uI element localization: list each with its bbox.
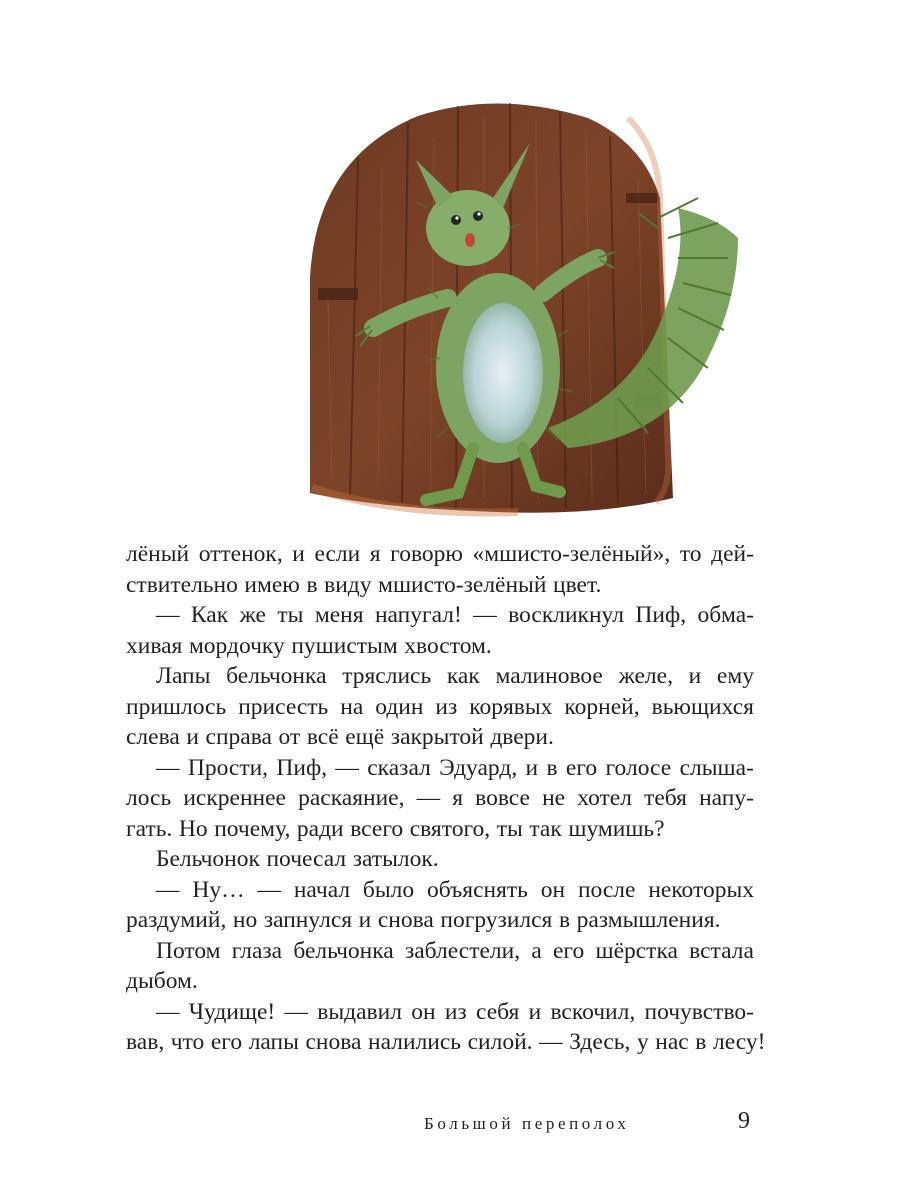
paragraph	[126, 875, 754, 936]
page-footer	[0, 1106, 900, 1146]
text-line: вав, что его лапы снова налились силой. — Здесь, у нас в лесу!	[126, 1029, 766, 1055]
text-line: лось искреннее раскаяние, — я вовсе не хотел тебя напу-	[126, 785, 754, 811]
text-line: Бельчонок почесал затылок.	[156, 846, 439, 872]
text-line: — Ну… — начал было объяснять он после некоторых	[156, 876, 754, 903]
paragraph	[126, 753, 754, 845]
text-line: лёный оттенок, и если я говорю «мшисто-зелёный», то дей-	[126, 541, 754, 567]
text-line: — Как же ты меня напугал! — воскликнул Пиф, обма-	[156, 602, 754, 628]
squirrel-at-door-illustration	[298, 98, 756, 520]
text-line: — Прости, Пиф, — сказал Эдуард, и в его голосе слыша-	[156, 754, 754, 781]
paragraph	[126, 936, 754, 997]
text-line: Потом глаза бельчонка заблестели, а его шёрстка встала	[156, 937, 754, 964]
paragraph	[126, 997, 766, 1058]
text-line: Лапы бельчонка тряслись как малиновое желе, и ему	[156, 663, 754, 689]
text-line: — Чудище! — выдавил он из себя и вскочил, почувство-	[156, 998, 754, 1025]
text-line: слева и справа от всё ещё закрытой двери.	[126, 724, 554, 750]
page-number: 9	[738, 1108, 750, 1134]
running-title: Большой переполох	[424, 1114, 630, 1133]
paragraph	[126, 661, 754, 753]
paragraph	[126, 539, 754, 600]
text-line: гать. Но почему, ради всего святого, ты так шумишь?	[126, 815, 665, 842]
text-line: дыбом.	[126, 968, 198, 994]
text-line: пришлось присесть на один из корявых корней, вьющихся	[126, 693, 754, 720]
text-line: хивая мордочку пушистым хвостом.	[126, 632, 492, 659]
paragraph	[126, 844, 754, 875]
body-text	[126, 539, 766, 1058]
paragraph	[126, 600, 754, 661]
text-line: раздумий, но запнулся и снова погрузился в размышления.	[126, 907, 721, 933]
text-line: ствительно имею в виду мшисто-зелёный цвет.	[126, 571, 602, 598]
